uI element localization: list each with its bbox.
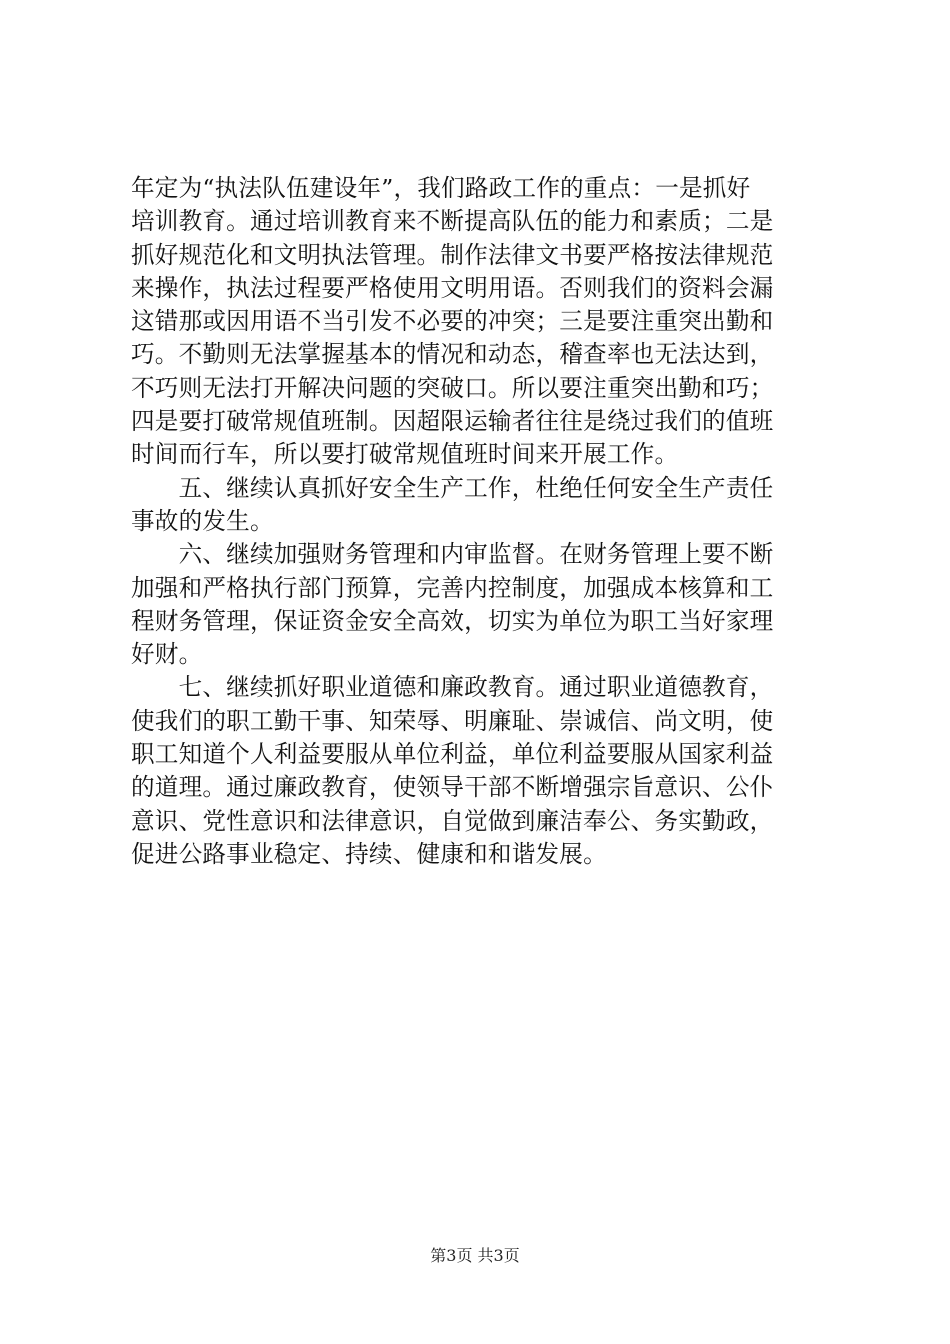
text-line: 年定为“执法队伍建设年”，我们路政工作的重点：一是抓好	[131, 174, 751, 202]
text-line: 事故的发生。	[131, 506, 274, 535]
text-line: 抓好规范化和文明执法管理。制作法律文书要严格按法律规范	[131, 240, 774, 269]
text-line: 意识、党性意识和法律意识，自觉做到廉洁奉公、务实勤政，	[131, 806, 774, 835]
text-line: 巧。不勤则无法掌握基本的情况和动态，稽查率也无法达到，	[131, 340, 774, 369]
text-line: 的道理。通过廉政教育，使领导干部不断增强宗旨意识、公仆	[131, 773, 774, 802]
text-line: 培训教育。通过培训教育来不断提高队伍的能力和素质；二是	[131, 207, 774, 236]
text-line: 好财。	[131, 640, 203, 669]
text-line: 程财务管理，保证资金安全高效，切实为单位为职工当好家理	[131, 606, 774, 635]
text-line: 来操作，执法过程要严格使用文明用语。否则我们的资料会漏	[131, 273, 774, 302]
text-line: 不巧则无法打开解决问题的突破口。所以要注重突出勤和巧；	[131, 373, 774, 402]
text-line: 时间而行车，所以要打破常规值班时间来开展工作。	[131, 440, 679, 469]
text-line: 四是要打破常规值班制。因超限运输者往往是绕过我们的值班	[131, 407, 774, 436]
text-line: 职工知道个人利益要服从单位利益，单位利益要服从国家利益	[131, 740, 774, 769]
text-line: 五、继续认真抓好安全生产工作，杜绝任何安全生产责任	[131, 473, 774, 502]
page-number-label: 第3页 共3页	[430, 1246, 520, 1265]
text-line: 七、继续抓好职业道德和廉政教育。通过职业道德教育，	[131, 673, 774, 702]
text-line: 加强和严格执行部门预算，完善内控制度，加强成本核算和工	[131, 573, 774, 602]
text-line: 这错那或因用语不当引发不必要的冲突；三是要注重突出勤和	[131, 307, 774, 336]
body-text	[131, 172, 831, 871]
text-line: 使我们的职工勤干事、知荣辱、明廉耻、崇诚信、尚文明，使	[131, 706, 774, 735]
text-line: 六、继续加强财务管理和内审监督。在财务管理上要不断	[131, 540, 774, 569]
page-footer	[0, 1246, 950, 1266]
text-line: 促进公路事业稳定、持续、健康和和谐发展。	[131, 839, 607, 868]
